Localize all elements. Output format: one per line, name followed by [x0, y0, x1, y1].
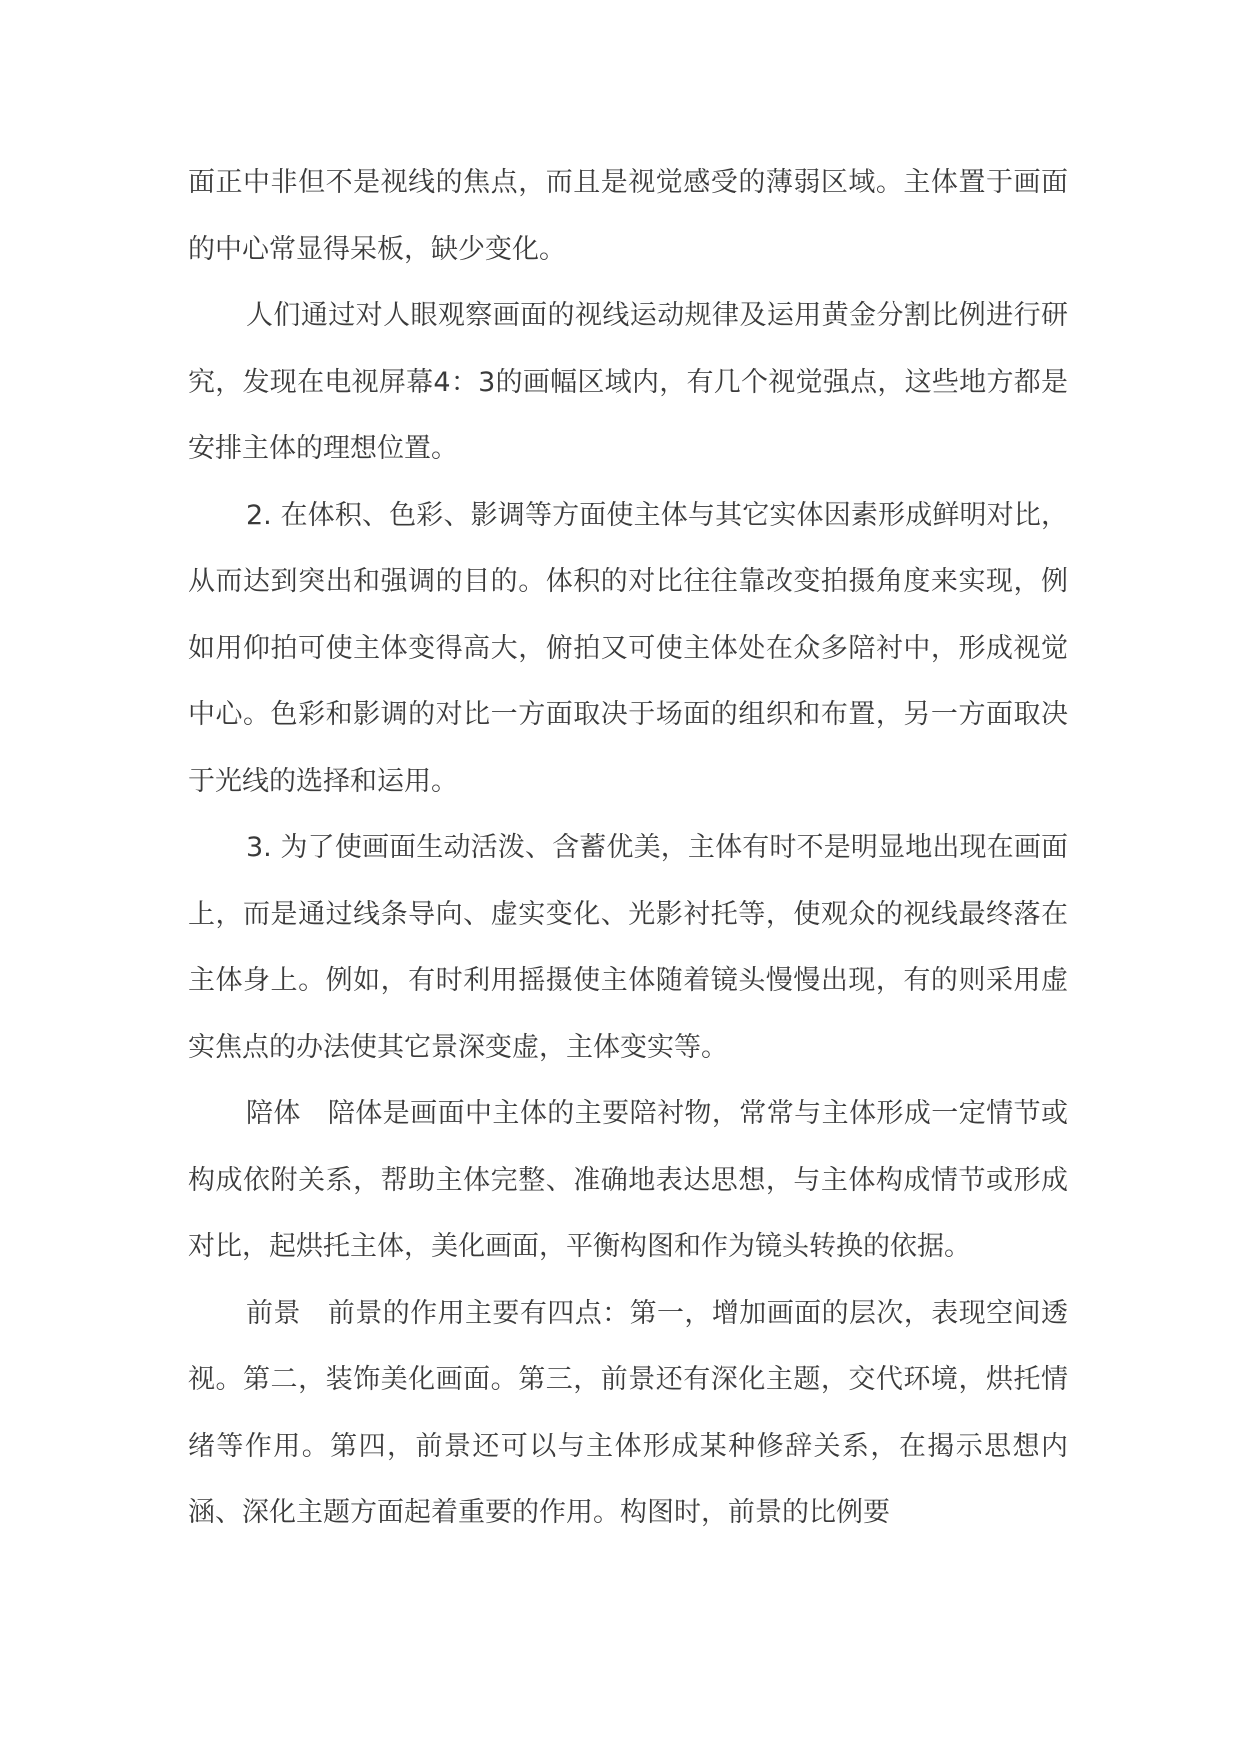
paragraph-text: 面正中非但不是视线的焦点，而且是视觉感受的薄弱区域。主体置于画面的中心常显得呆板，缺少变化。 — [188, 167, 1068, 265]
paragraph-golden-ratio — [188, 283, 1068, 483]
paragraph-foreground — [188, 1281, 1068, 1547]
paragraph-point-2 — [188, 483, 1068, 816]
paragraph-text: 前景的作用主要有四点：第一，增加画面的层次，表现空间透视。第二，装饰美化画面。第三，前景还有深化主题，交代环境，烘托情绪等作用。第四，前景还可以与主体形成某种修辞关系，在揭示思想内涵、深化主题方面起着重要的作用。构图时，前景的比例要 — [188, 1297, 1069, 1528]
paragraph-continuation — [188, 150, 1068, 283]
paragraph-text: 2. 在体积、色彩、影调等方面使主体与其它实体因素形成鲜明对比，从而达到突出和强调的目的。体积的对比往往靠改变拍摄角度来实现，例如用仰拍可使主体变得高大，俯拍又可使主体处在众多陪衬中，形成视觉中心。色彩和影调的对比一方面取决于场面的组织和布置，另一方面取决于光线的选择和运用。 — [188, 499, 1068, 797]
paragraph-text: 3. 为了使画面生动活泼、含蓄优美，主体有时不是明显地出现在画面上，而是通过线条导向、虚实变化、光影衬托等，使观众的视线最终落在主体身上。例如，有时利用摇摄使主体随着镜头慢慢出现，有的则采用虚实焦点的办法使其它景深变虚，主体变实等。 — [188, 832, 1068, 1063]
document-page — [188, 150, 1068, 1547]
section-term: 陪体 — [246, 1098, 301, 1129]
paragraph-point-3 — [188, 815, 1068, 1081]
section-term: 前景 — [246, 1297, 301, 1329]
paragraph-supporting-subject — [188, 1081, 1068, 1281]
paragraph-text: 陪体是画面中主体的主要陪衬物，常常与主体形成一定情节或构成依附关系，帮助主体完整、准确地表达思想，与主体构成情节或形成对比，起烘托主体，美化画面，平衡构图和作为镜头转换的依据。 — [188, 1098, 1069, 1262]
paragraph-text: 人们通过对人眼观察画面的视线运动规律及运用黄金分割比例进行研究，发现在电视屏幕4：3的画幅区域内，有几个视觉强点，这些地方都是安排主体的理想位置。 — [188, 300, 1068, 464]
